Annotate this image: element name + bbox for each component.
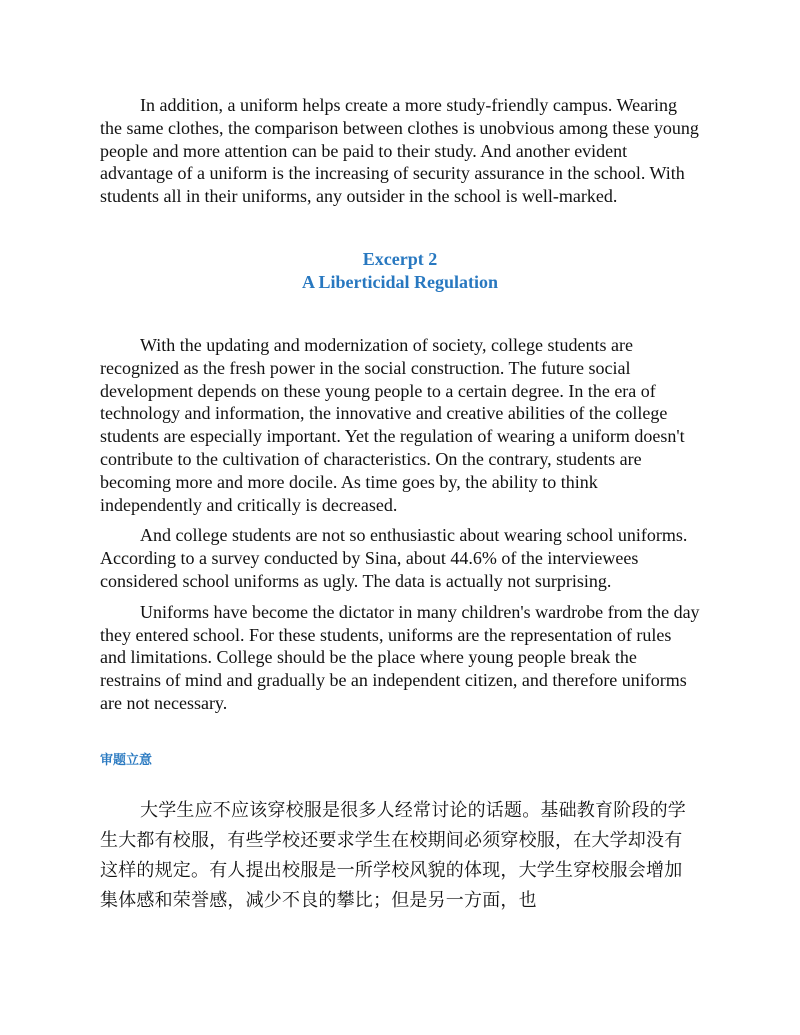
excerpt-paragraph-1: With the updating and modernization of society, college students are recognized as the fresh power in the social construction. The future social development depends on these young people to a certain degree. In the era of technology and information, the innovative and creative abilities of the college students are especially important. Yet the regulation of wearing a uniform doesn't contribute to the cultivation of characteristics. On the contrary, students are becoming more and more docile. As time goes by, the ability to think independently and critically is decreased. [100, 334, 685, 515]
analysis-paragraph: 大学生应不应该穿校服是很多人经常讨论的话题。基础教育阶段的学生大都有校服，有些学校还要求学生在校期间必须穿校服，在大学却没有这样的规定。有人提出校服是一所学校风貌的体现，大学生穿校服会增加集体感和荣誉感，减少不良的攀比；但是另一方面，也 [100, 799, 686, 911]
excerpt-body [100, 334, 700, 715]
intro-paragraph: In addition, a uniform helps create a more study-friendly campus. Wearing the same clothes, the comparison between clothes is unobvious among these young people and more attention can be paid to their study. And another evident advantage of a uniform is the increasing of security assurance in the school. With students all in their uniforms, any outsider in the school is well-marked. [100, 95, 699, 207]
excerpt-paragraph-3: Uniforms have become the dictator in many children's wardrobe from the day they entered school. For these students, uniforms are the representation of rules and limitations. College should be the place where young people break the restrains of mind and gradually be an independent citizen, and therefore uniforms are not necessary. [100, 601, 700, 713]
excerpt-title: A Liberticidal Regulation [301, 271, 498, 292]
excerpt-heading [100, 248, 700, 294]
excerpt-paragraph-2: And college students are not so enthusiastic about wearing school uniforms. According to a survey conducted by Sina, about 44.6% of the interviewees considered school uniforms as ugly. The data is actually not surprising. [100, 525, 688, 591]
analysis-label: 审题立意 [100, 752, 153, 768]
excerpt-number: Excerpt 2 [362, 248, 438, 269]
page-content [100, 94, 700, 934]
